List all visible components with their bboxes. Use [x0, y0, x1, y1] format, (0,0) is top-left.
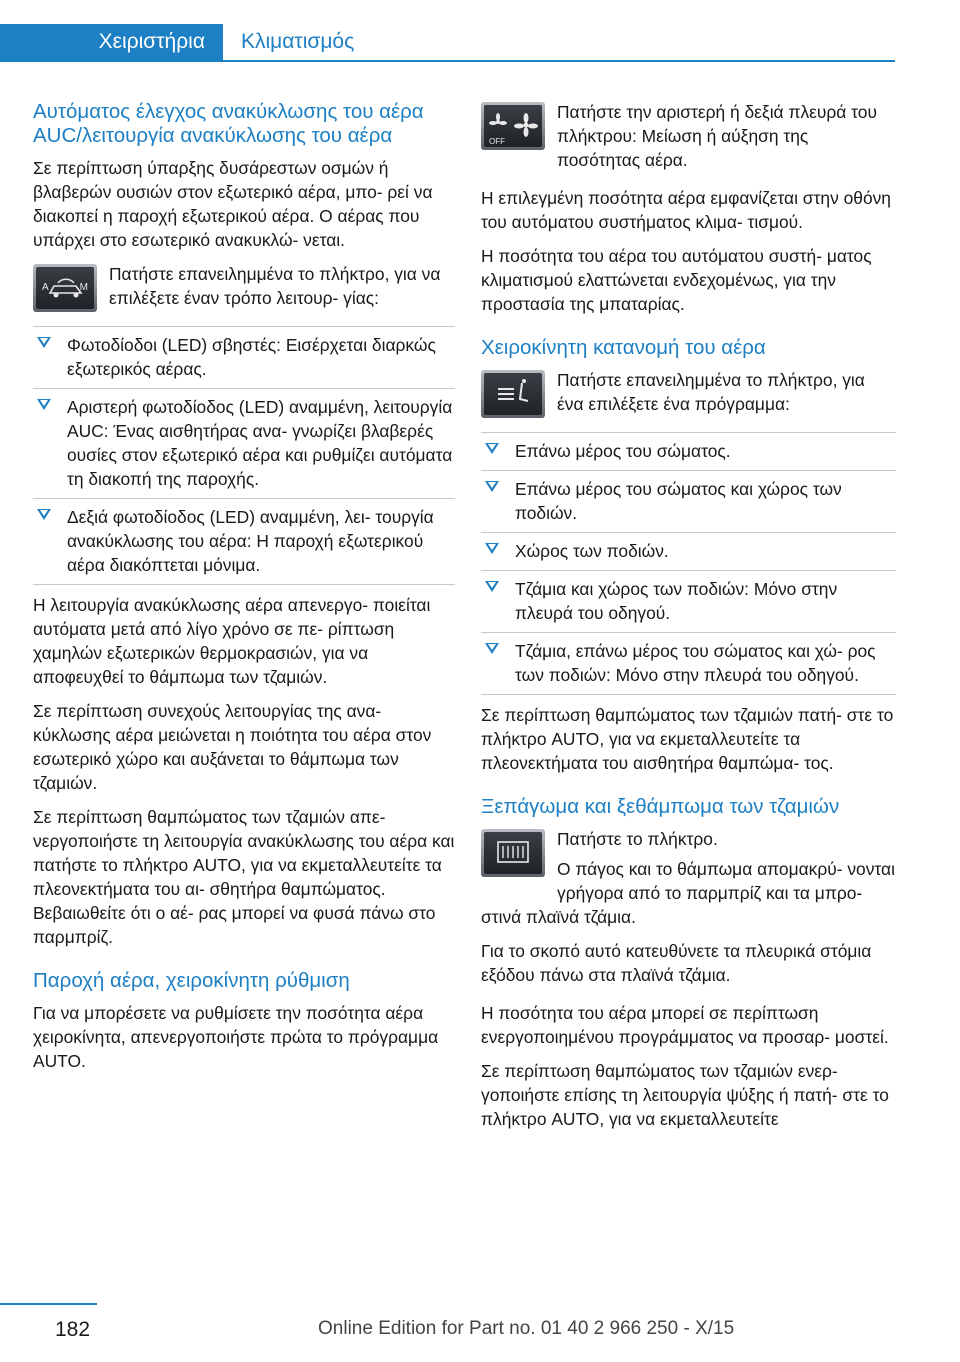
- paragraph: Σε περίπτωση ύπαρξης δυσάρεστων οσμών ή βλαβερών ουσιών στον εξωτερικό αέρα, μπο‐ ρεί να διακοπεί η παροχή εξωτερικού αέρα. Ο αέρας που υπάρχει στο εσωτερικό ανακυκλώ‐ νεται.: [33, 158, 433, 250]
- list-item: [33, 327, 455, 389]
- list-item-text: Τζάμια, επάνω μέρος του σώματος και χώ‐ ρος των ποδιών: Μόνο στην πλευρά του οδηγού.: [515, 641, 876, 685]
- auc-mode-label: A: [42, 282, 49, 293]
- key-fan-block: [481, 100, 896, 182]
- header-rule: [223, 60, 895, 62]
- right-column: [481, 100, 896, 1141]
- footer-edition: [318, 1318, 734, 1340]
- defrost-button-icon: [481, 829, 545, 877]
- paragraph: Η λειτουργία ανακύκλωσης αέρα απενεργο‐ ποιείται αυτόματα μετά από λίγο χρόνο σε πε‐ ρίπτωση χαμηλών εξωτερικών θερμοκρασιών, για να αποφευχθεί το θάμπωμα των τζαμιών.: [33, 595, 431, 687]
- list-item-text: Επάνω μέρος του σώματος και χώρος των ποδιών.: [515, 479, 842, 523]
- list-item: [481, 433, 896, 471]
- triangle-bullet-icon: [37, 337, 51, 348]
- page-number: 182: [55, 1318, 91, 1341]
- manual-mode-label: M: [79, 282, 88, 293]
- list-item-text: Δεξιά φωτοδίοδος (LED) αναμμένη, λει‐ τουργία ανακύκλωσης του αέρα: Η παροχή εξωτερικού αέρα διακόπτεται μόνιμα.: [67, 507, 434, 575]
- paragraph: Η επιλεγμένη ποσότητα αέρα εμφανίζεται στην οθόνη του αυτόματου συστήματος κλιμα‐ τισμού.: [481, 188, 891, 232]
- triangle-bullet-icon: [485, 581, 499, 592]
- triangle-bullet-icon: [485, 443, 499, 454]
- heading-air-supply: Παροχή αέρα, χειροκίνητη ρύθμιση: [33, 969, 350, 992]
- paragraph: Σε περίπτωση θαμπώματος των τζαμιών ενερ‐ γοποιήστε επίσης τη λειτουργία ψύξης ή πατή‐ στε το πλήκτρο AUTO, για να εκμεταλλευτείτε: [481, 1061, 889, 1129]
- list-item: [33, 499, 455, 585]
- list-item-text: Φωτοδίοδοι (LED) σβηστές: Εισέρχεται διαρκώς εξωτερικός αέρας.: [67, 335, 436, 379]
- tab-controls[interactable]: [0, 24, 223, 62]
- key-instruction: Πατήστε επανειλημμένα το πλήκτρο, για να επιλέξετε έναν τρόπο λειτουρ‐ γίας:: [109, 264, 441, 308]
- car-recirculation-icon: [36, 267, 94, 309]
- rear-window-defrost-icon: [484, 832, 542, 874]
- triangle-bullet-icon: [485, 643, 499, 654]
- paragraph: Η ποσότητα του αέρα του αυτόματου συστή‐ ματος κλιματισμού ελαττώνεται ενδεχομένως, για την προστασία της μπαταρίας.: [481, 246, 872, 314]
- paragraph: Σε περίπτωση θαμπώματος των τζαμιών πατή‐ στε το πλήκτρο AUTO, για να εκμεταλλευτείτε τα πλεονεκτήματα του αισθητήρα θαμπώμα‐ τος.: [481, 705, 894, 773]
- fan-off-label: OFF: [489, 137, 505, 146]
- triangle-bullet-icon: [485, 543, 499, 554]
- recirculation-button-icon: [33, 264, 97, 312]
- air-distribution-button-icon: [481, 370, 545, 418]
- list-item-text: Αριστερή φωτοδίοδος (LED) αναμμένη, λειτουργία AUC: Ένας αισθητήρας ανα‐ γνωρίζει βλαβερές ουσίες στον εξωτερικό αέρα και ρυθμίζει αυτόματα τη διακοπή της παροχής.: [67, 397, 453, 489]
- recirculation-modes-list: [33, 326, 455, 585]
- list-item: [481, 633, 896, 695]
- list-item: [481, 471, 896, 533]
- left-column: [33, 100, 455, 1083]
- list-item-text: Τζάμια και χώρος των ποδιών: Μόνο στην πλευρά του οδηγού.: [515, 579, 838, 623]
- triangle-bullet-icon: [485, 481, 499, 492]
- list-item-text: Επάνω μέρος του σώματος.: [515, 441, 731, 461]
- triangle-bullet-icon: [37, 399, 51, 410]
- list-item-text: Χώρος των ποδιών.: [515, 541, 669, 561]
- heading-auc: Αυτόματος έλεγχος ανακύκλωσης του αέρα AUC/λειτουργία ανακύκλωσης του αέρα: [33, 100, 424, 147]
- key-instruction: Πατήστε επανειλημμένα το πλήκτρο, για ένα επιλέξετε ένα πρόγραμμα:: [557, 370, 865, 414]
- key-recirculation-block: [33, 262, 455, 320]
- heading-air-distribution: Χειροκίνητη κατανομή του αέρα: [481, 336, 766, 359]
- key-instruction: Πατήστε την αριστερή ή δεξιά πλευρά του πλήκτρου: Μείωση ή αύξηση της ποσότητας αέρα.: [557, 102, 877, 170]
- edition-text: Online Edition for Part no. 01 40 2 966 250 - X/15: [318, 1318, 735, 1339]
- fan-icon: [484, 105, 542, 147]
- seat-airflow-icon: [484, 373, 542, 415]
- triangle-bullet-icon: [37, 509, 51, 520]
- tab-controls-label: Χειριστήρια: [98, 30, 205, 53]
- paragraph: Η ποσότητα του αέρα μπορεί σε περίπτωση ενεργοποιημένου προγράμματος να προσαρ‐ μοστεί.: [481, 1003, 889, 1047]
- key-defrost-block: [481, 827, 896, 939]
- paragraph: Σε περίπτωση συνεχούς λειτουργίας της ανα‐ κύκλωσης αέρα μειώνεται η ποιότητα του αέρα στον εσωτερικό χώρο και αυξάνεται το θάμπωμα των τζαμιών.: [33, 701, 432, 793]
- paragraph: Σε περίπτωση θαμπώματος των τζαμιών απε‐ νεργοποιήστε τη λειτουργία ανακύκλωσης του αέρα και πατήστε το πλήκτρο AUTO, για να εκμεταλλευτείτε τα πλεονεκτήματα του αι‐ σθητήρα θαμπώματος. Βεβαιωθείτε ότι ο αέ‐ ρας μπορεί να φυσά πάνω στο παρμπρίζ.: [33, 807, 455, 947]
- list-item: [33, 389, 455, 499]
- heading-defrost: Ξεπάγωμα και ξεθάμπωμα των τζαμιών: [481, 795, 840, 818]
- key-instruction: Πατήστε το πλήκτρο.: [557, 829, 718, 849]
- key-distribution-block: [481, 368, 896, 426]
- fan-speed-button-icon: [481, 102, 545, 150]
- distribution-programs-list: [481, 432, 896, 695]
- list-item: [481, 571, 896, 633]
- paragraph: Για να μπορέσετε να ρυθμίσετε την ποσότητα αέρα χειροκίνητα, απενεργοποιήστε πρώτα το πρόγραμμα AUTO.: [33, 1003, 439, 1071]
- page-number-rule: [0, 1303, 97, 1305]
- paragraph: Για το σκοπό αυτό κατευθύνετε τα πλευρικά στόμια εξόδου πάνω στα πλαϊνά τζάμια.: [481, 941, 872, 985]
- list-item: [481, 533, 896, 571]
- header-tabs: [0, 0, 895, 62]
- paragraph: Ο πάγος και το θάμπωμα απομακρύ‐ νονται γρήγορα από το παρμπρίζ και τα μπρο‐ στινά πλαϊνά τζάμια.: [481, 859, 895, 927]
- tab-climate-label: Κλιματισμός: [241, 30, 355, 53]
